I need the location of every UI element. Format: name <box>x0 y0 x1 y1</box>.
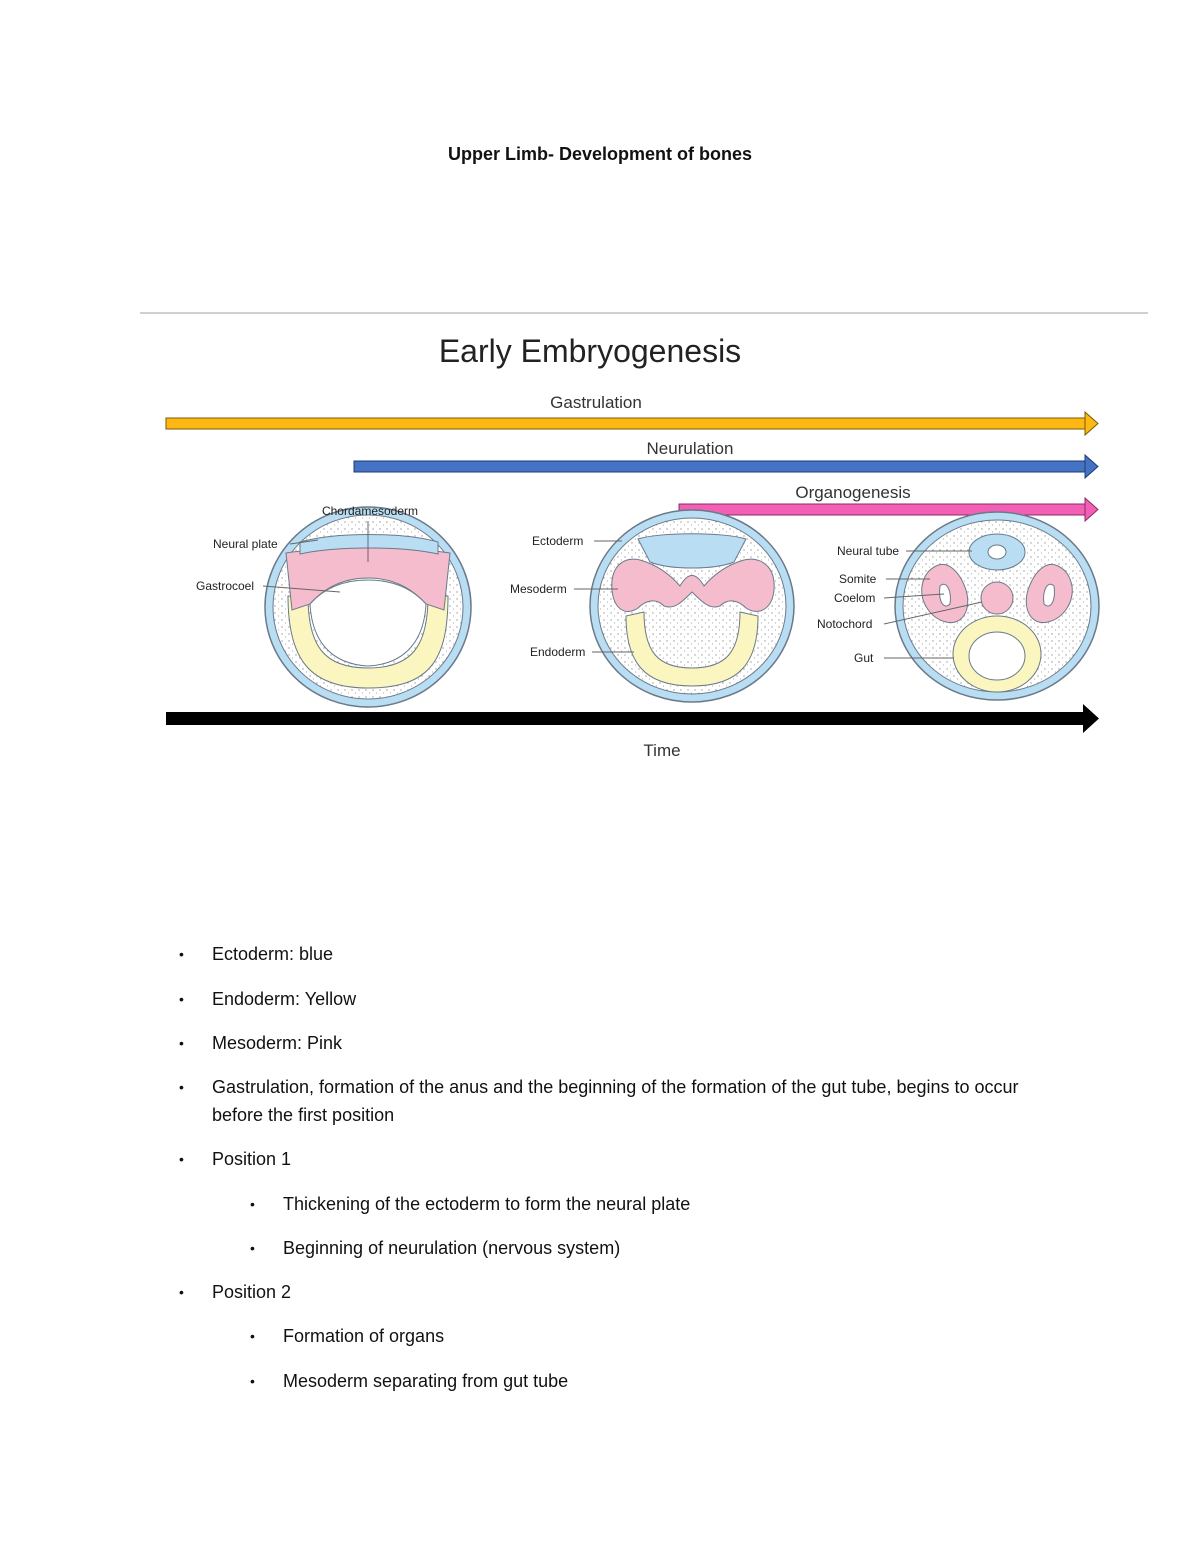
note-text: Formation of organs <box>283 1326 445 1346</box>
note-text: Gastrulation, formation of the anus and the beginning of the formation of the gut tube, begins to occur before the first position <box>212 1077 1019 1125</box>
bullet-icon: • <box>179 1151 184 1167</box>
note-item <box>179 1029 1052 1057</box>
label-mesoderm: Mesoderm <box>510 582 567 596</box>
gastrulation-label: Gastrulation <box>550 393 642 412</box>
note-item <box>179 1278 1052 1306</box>
stage3-embryo <box>895 512 1099 700</box>
bullet-icon: • <box>179 1079 184 1095</box>
bullet-icon: • <box>179 1035 184 1051</box>
note-item <box>179 940 1052 968</box>
note-item <box>179 1073 1052 1129</box>
note-text: Endoderm: Yellow <box>212 989 357 1009</box>
bullet-icon: • <box>179 946 184 962</box>
stage2-embryo <box>590 510 794 702</box>
note-text: Thickening of the ectoderm to form the neural plate <box>283 1194 691 1214</box>
bullet-icon: • <box>250 1196 255 1212</box>
label-endoderm: Endoderm <box>530 645 586 659</box>
label-neural-plate: Neural plate <box>213 537 278 551</box>
organogenesis-label: Organogenesis <box>795 483 911 502</box>
gastrulation-arrow <box>166 412 1098 435</box>
note-text: Position 2 <box>212 1282 292 1302</box>
bullet-icon: • <box>179 1284 184 1300</box>
note-text: Ectoderm: blue <box>212 944 334 964</box>
time-arrow <box>166 704 1099 733</box>
label-neural-tube: Neural tube <box>837 544 900 558</box>
label-somite: Somite <box>839 572 877 586</box>
note-subitem <box>250 1190 1043 1218</box>
time-label: Time <box>643 741 681 760</box>
note-text: Beginning of neurulation (nervous system) <box>283 1238 621 1258</box>
label-gut: Gut <box>854 651 874 665</box>
embryogenesis-diagram <box>140 310 1150 780</box>
note-text: Mesoderm: Pink <box>212 1033 343 1053</box>
label-coelom: Coelom <box>834 591 876 605</box>
note-subitem <box>250 1367 1043 1395</box>
label-chordamesoderm: Chordamesoderm <box>321 504 419 518</box>
bullet-icon: • <box>250 1328 255 1344</box>
bullet-icon: • <box>250 1240 255 1256</box>
document-title: Upper Limb- Development of bones <box>447 144 753 164</box>
figure-title: Early Embryogenesis <box>438 333 742 369</box>
neurulation-arrow <box>354 455 1098 478</box>
label-gastrocoel: Gastrocoel <box>196 579 255 593</box>
embryogenesis-figure <box>140 310 1150 780</box>
note-subitem <box>250 1322 1043 1350</box>
note-item <box>179 985 1052 1013</box>
bullet-icon: • <box>250 1373 255 1389</box>
label-notochord: Notochord <box>817 617 873 631</box>
bullet-icon: • <box>179 991 184 1007</box>
note-item <box>179 1145 1052 1173</box>
label-ectoderm: Ectoderm <box>532 534 584 548</box>
note-subitem <box>250 1234 1043 1262</box>
note-text: Position 1 <box>212 1149 292 1169</box>
neurulation-label: Neurulation <box>646 439 734 458</box>
note-text: Mesoderm separating from gut tube <box>283 1371 569 1391</box>
